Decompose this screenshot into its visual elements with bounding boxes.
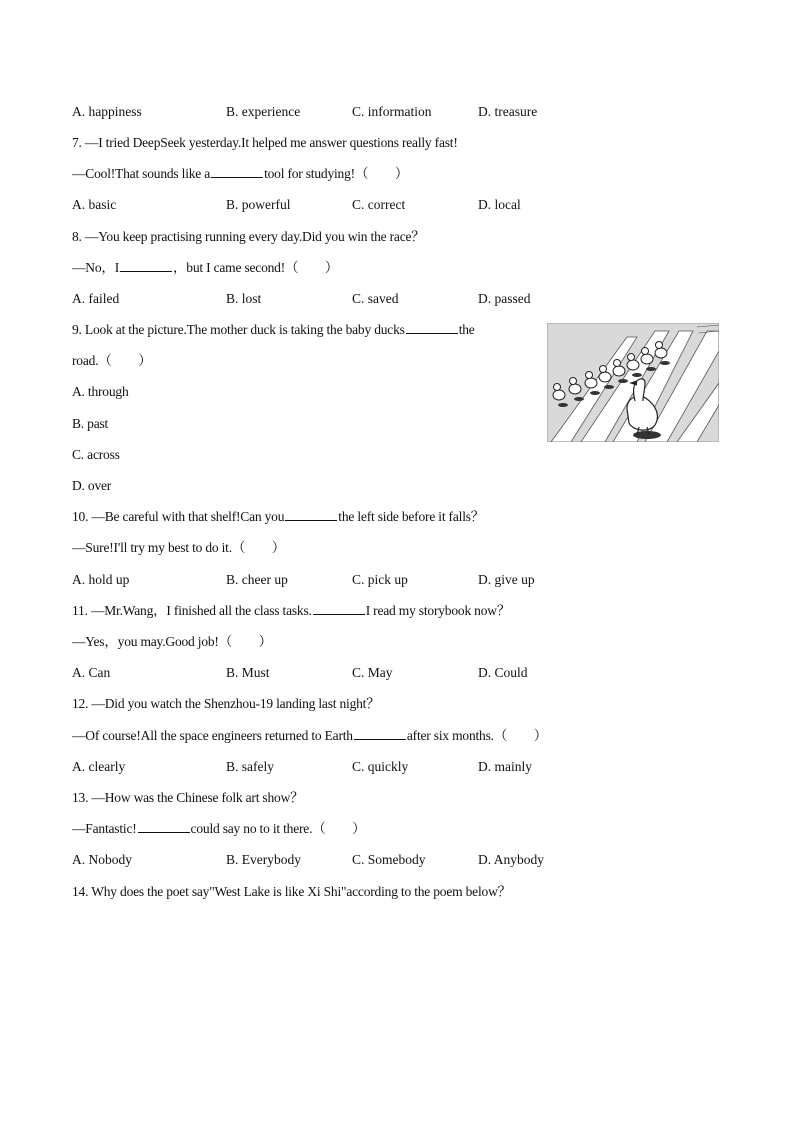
q13-options xyxy=(72,851,592,869)
q8-option-a[interactable]: A. failed xyxy=(72,291,120,306)
q8-reply xyxy=(72,259,338,277)
q10-option-a[interactable]: A. hold up xyxy=(72,572,130,587)
q12-reply-start: —Of course!All the space engineers returned to Earth xyxy=(72,728,353,743)
q10-stem xyxy=(72,508,484,526)
q13-option-c[interactable]: C. Somebody xyxy=(352,852,426,867)
q11-options xyxy=(72,664,592,682)
q6-options xyxy=(72,103,592,121)
q10-option-b[interactable]: B. cheer up xyxy=(226,572,288,587)
q7-reply-end: tool for studying!（ ） xyxy=(264,166,409,181)
q12-blank[interactable] xyxy=(354,727,406,740)
q8-option-c[interactable]: C. saved xyxy=(352,291,399,306)
q10-stem-end: the left side before it falls？ xyxy=(338,509,485,524)
q7-blank[interactable] xyxy=(211,165,263,178)
duck-crossing-picture xyxy=(547,323,719,442)
q9-stem-cont: road.（ ） xyxy=(72,353,152,368)
q9-stem-end: the xyxy=(458,322,475,337)
q8-reply-end: ，but I came second!（ ） xyxy=(173,260,339,275)
q12-option-a[interactable]: A. clearly xyxy=(72,759,126,774)
q7-option-a[interactable]: A. basic xyxy=(72,197,117,212)
q12-stem: 12. —Did you watch the Shenzhou-19 landing last night？ xyxy=(72,696,380,711)
q9-option-d[interactable]: D. over xyxy=(72,478,112,493)
q9-option-b[interactable]: B. past xyxy=(72,416,109,431)
q11-stem-end: I read my storybook now？ xyxy=(365,603,511,618)
q8-option-d[interactable]: D. passed xyxy=(478,291,531,306)
q11-stem xyxy=(72,602,510,620)
q9-stem-start: 9. Look at the picture.The mother duck is taking the baby ducks xyxy=(72,322,405,337)
q12-option-b[interactable]: B. safely xyxy=(226,759,274,774)
q10-blank[interactable] xyxy=(285,508,337,521)
q12-reply-end: after six months.（ ） xyxy=(406,728,548,743)
q11-option-c[interactable]: C. May xyxy=(352,665,393,680)
q8-reply-start: —No，I xyxy=(72,260,119,275)
q11-blank[interactable] xyxy=(313,602,365,615)
q12-option-d[interactable]: D. mainly xyxy=(478,759,532,774)
q7-options xyxy=(72,196,592,214)
q12-options xyxy=(72,758,592,776)
q11-reply: —Yes，you may.Good job!（ ） xyxy=(72,634,272,649)
q7-reply xyxy=(72,165,408,183)
q13-reply-start: —Fantastic! xyxy=(72,821,137,836)
q10-options xyxy=(72,571,592,589)
q6-option-a[interactable]: A. happiness xyxy=(72,104,142,119)
q14-stem: 14. Why does the poet say"West Lake is like Xi Shi"according to the poem below？ xyxy=(72,884,511,899)
q13-option-b[interactable]: B. Everybody xyxy=(226,852,301,867)
q7-reply-start: —Cool!That sounds like a xyxy=(72,166,211,181)
q12-reply xyxy=(72,727,547,745)
q7-option-b[interactable]: B. powerful xyxy=(226,197,291,212)
q10-option-c[interactable]: C. pick up xyxy=(352,572,408,587)
q13-blank[interactable] xyxy=(138,820,190,833)
q6-option-b[interactable]: B. experience xyxy=(226,104,301,119)
q6-option-d[interactable]: D. treasure xyxy=(478,104,538,119)
q10-stem-start: 10. —Be careful with that shelf!Can you xyxy=(72,509,285,524)
q13-option-d[interactable]: D. Anybody xyxy=(478,852,545,867)
q11-option-a[interactable]: A. Can xyxy=(72,665,111,680)
q10-reply: —Sure!I'll try my best to do it.（ ） xyxy=(72,540,286,555)
q12-option-c[interactable]: C. quickly xyxy=(352,759,409,774)
q11-option-d[interactable]: D. Could xyxy=(478,665,528,680)
q9-option-c[interactable]: C. across xyxy=(72,447,120,462)
q13-reply-end: could say no to it there.（ ） xyxy=(190,821,366,836)
q11-option-b[interactable]: B. Must xyxy=(226,665,270,680)
q9-stem xyxy=(72,321,475,339)
q7-option-d[interactable]: D. local xyxy=(478,197,521,212)
q13-reply xyxy=(72,820,365,838)
q13-stem: 13. —How was the Chinese folk art show？ xyxy=(72,790,304,805)
q8-blank[interactable] xyxy=(120,259,172,272)
q10-option-d[interactable]: D. give up xyxy=(478,572,535,587)
q11-stem-start: 11. —Mr.Wang，I finished all the class tasks. xyxy=(72,603,312,618)
q7-option-c[interactable]: C. correct xyxy=(352,197,406,212)
q7-stem: 7. —I tried DeepSeek yesterday.It helped me answer questions really fast! xyxy=(72,135,458,150)
q6-option-c[interactable]: C. information xyxy=(352,104,432,119)
q8-option-b[interactable]: B. lost xyxy=(226,291,262,306)
q9-blank[interactable] xyxy=(406,321,458,334)
q9-option-a[interactable]: A. through xyxy=(72,384,129,399)
q13-option-a[interactable]: A. Nobody xyxy=(72,852,132,867)
q8-stem: 8. —You keep practising running every day.Did you win the race？ xyxy=(72,229,425,244)
q8-options xyxy=(72,290,592,308)
